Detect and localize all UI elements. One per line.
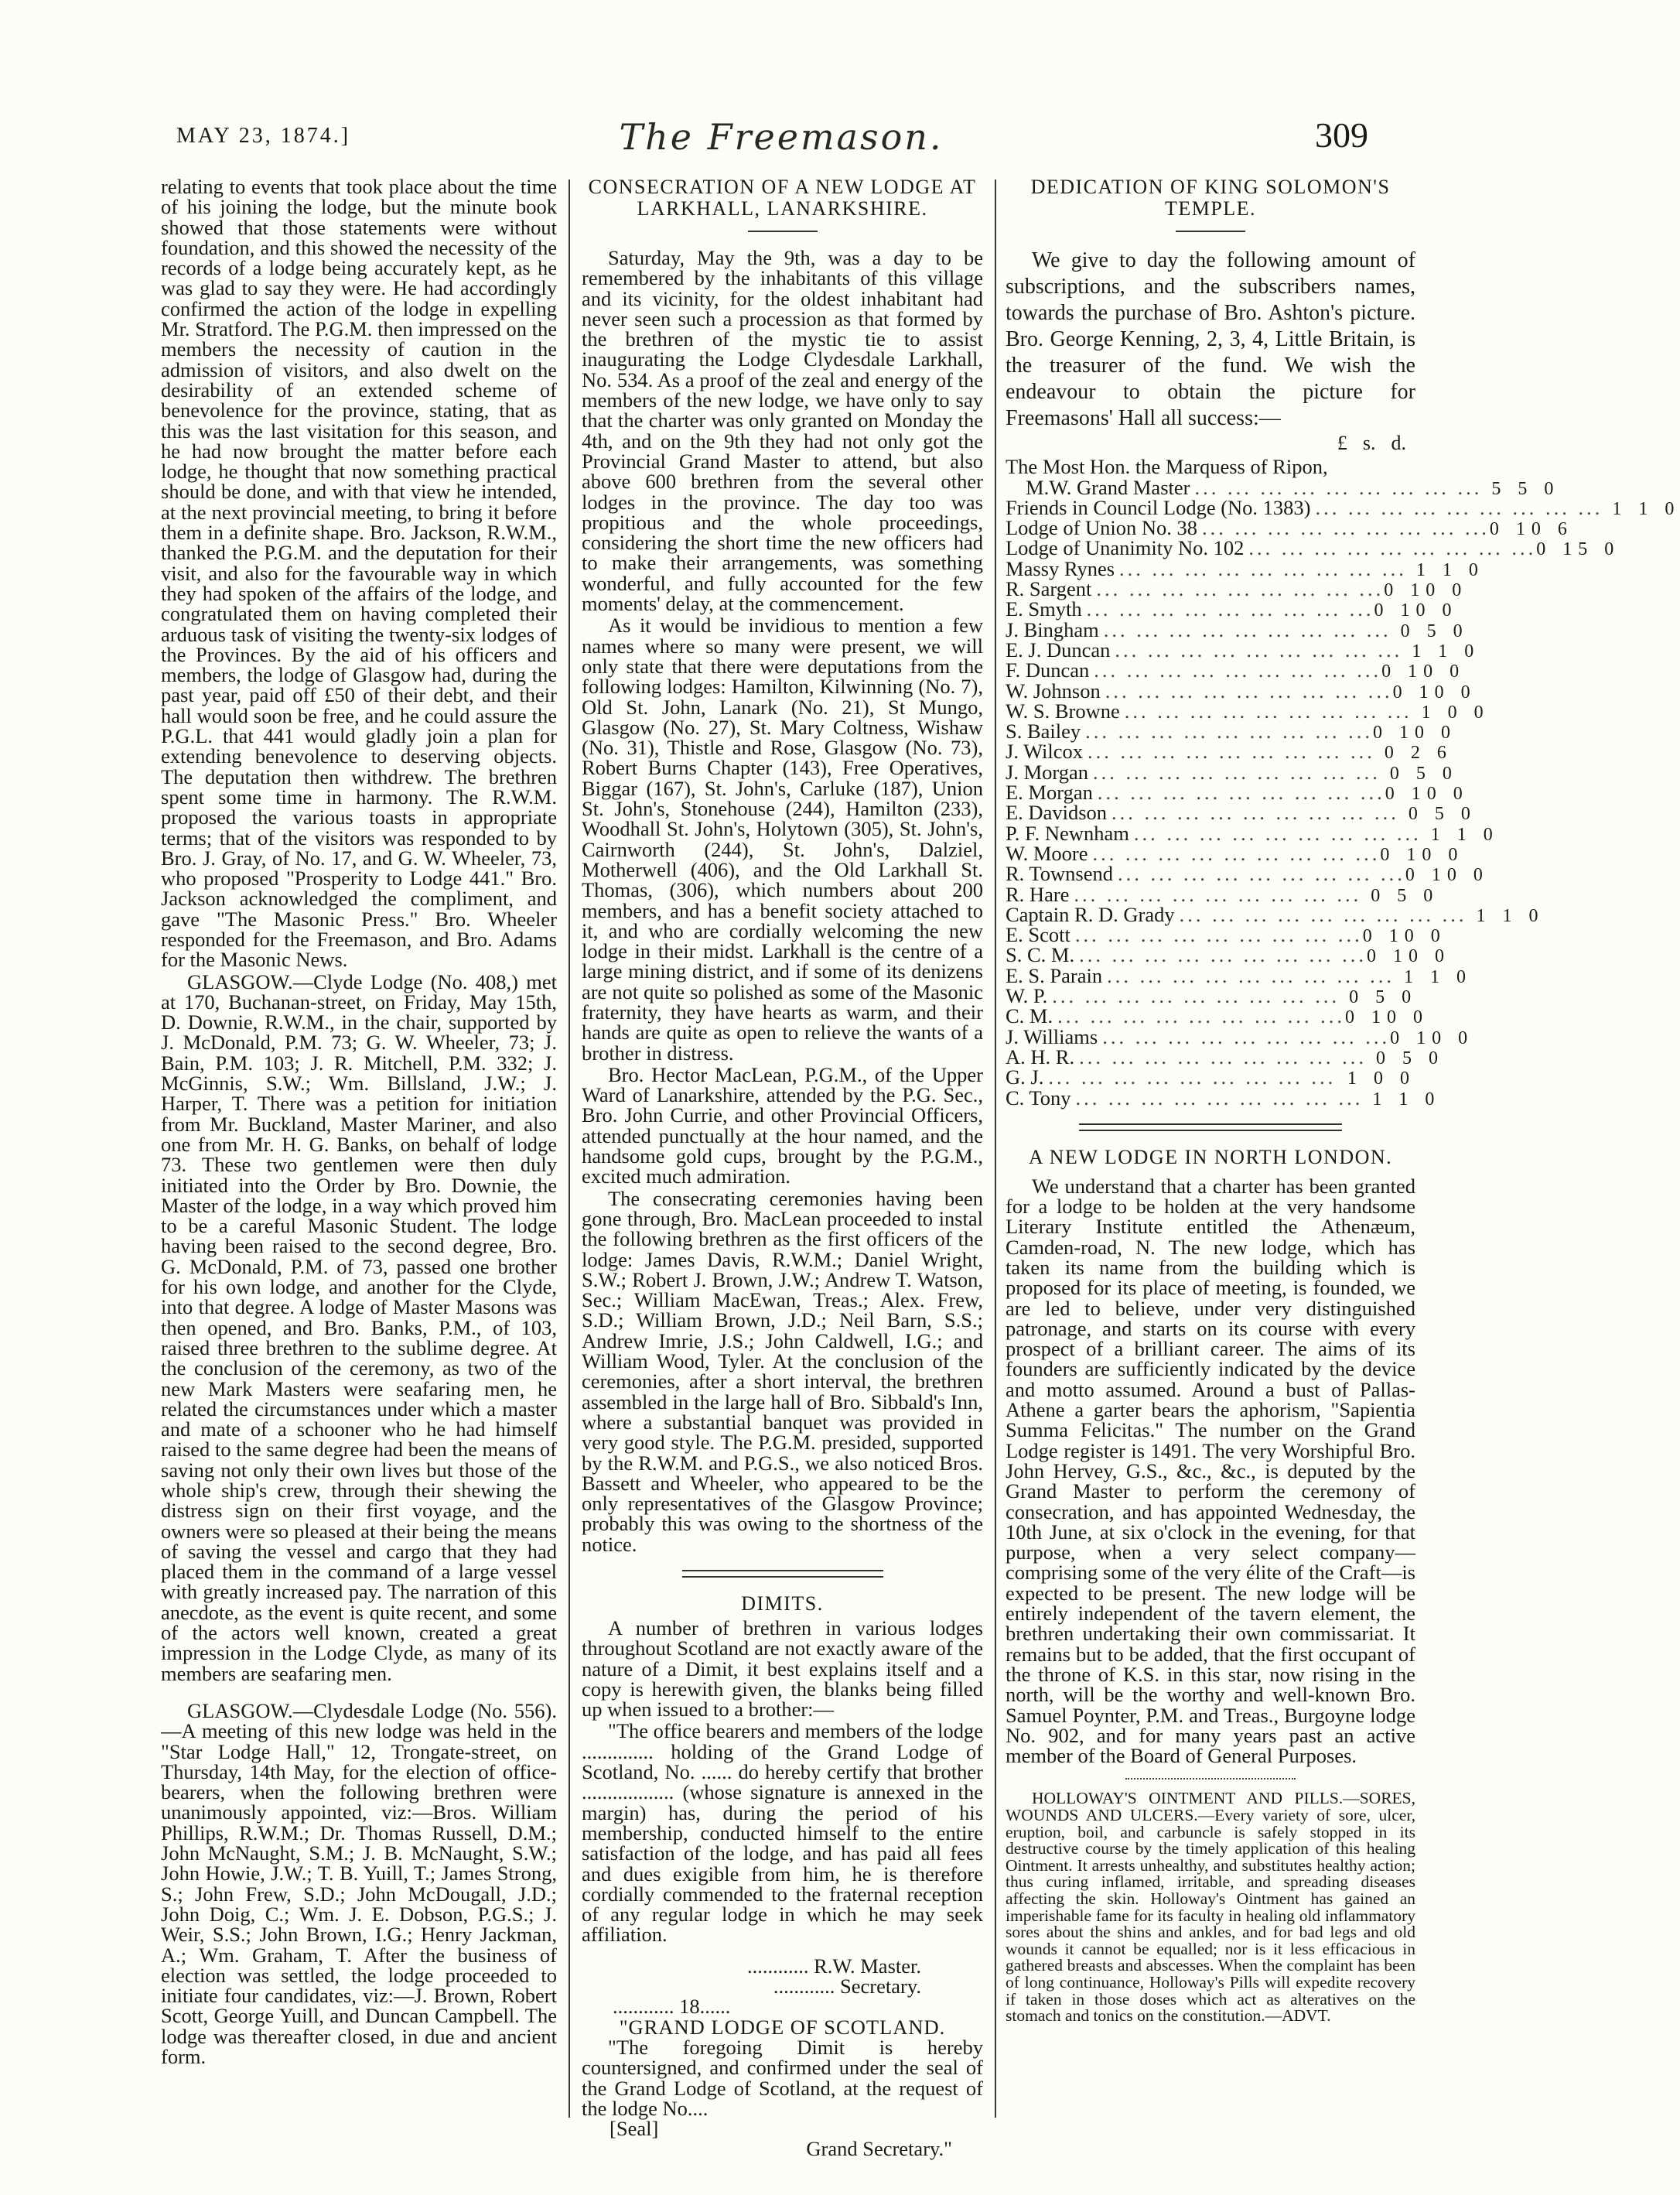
secretary-signature-line: ............ Secretary. [773,1974,921,1998]
article-heading: CONSECRATION OF A NEW LODGE AT LARKHALL, LANARKSHIRE. [588,176,977,220]
subscription-amount: 0 15 0 [1536,539,1620,560]
subscriber-name: R. Townsend [1006,862,1113,886]
subscriber-row [1006,882,1439,906]
leader-dots: ... ... ... ... ... ... ... ... ... [1094,658,1382,682]
subscriber-name: E. Morgan [1006,781,1093,805]
heading-rule [1176,231,1245,232]
subscriber-row [1006,1004,1429,1028]
subscriber-name: P. F. Newnham [1006,821,1129,845]
subscriber-name: Massy Rynes [1006,556,1115,580]
subscription-amount: 0 2 6 [1384,743,1453,764]
subscriber-name: M.W. Grand Master [1026,475,1190,499]
leader-dots: ... ... ... ... ... ... ... ... ... [1092,760,1381,784]
column-1 [161,176,557,2067]
subscription-amount: 1 1 0 [1430,824,1499,845]
subscriber-name: Friends in Council Lodge (No. 1383) [1006,495,1311,519]
subscriber-row [1006,760,1458,784]
leader-dots: ... ... ... ... ... ... ... ... ... [1102,1024,1391,1048]
subscription-amount: 0 10 0 [1381,662,1466,682]
subscription-amount: 0 5 0 [1375,1048,1444,1068]
subscriber-row [1006,1024,1474,1048]
section-double-rule [682,1570,883,1578]
subscriber-row [1006,781,1469,805]
subscriber-name: J. Wilcox [1006,740,1084,764]
column-3 [1006,176,1680,2026]
subscription-amount: 0 10 0 [1373,723,1457,744]
subscription-amount: 1 1 0 [1612,498,1680,519]
subscriber-row [1006,638,1480,662]
article-paragraph: The consecrating ceremonies having been gone through, Bro. MacLean proceeded to instal the following brethren as the first officers of the lodge: James Davis, R.W.M.; Daniel Wright, S.W.; Robert J. Brown, J.W.; Andrew T. Watson, Sec.; William MacEwan, Treas.; Alex. Frew, S.D.; William Brown, J.D.; Neil Barn, S.S.; Andrew Imrie, J.S.; John Caldwell, I.G.; and William Wood, Tyler. At the conclusion of the ceremonies, after a short interval, the brethren assembled in the large hall of Bro. Sibbald's Inn, where a substantial banquet was provided in very good style. The P.G.M. presided, supported by the R.W.M. and P.G.S., we also noticed Bros. Bassett and Wheeler, who appeared to be the only representatives of the Glasgow Province; probably this was owing to the shortness of the notice. [582,1186,983,1556]
masthead-title: The Freemason. [619,116,944,158]
subscription-amount: 0 10 0 [1392,682,1477,703]
subscription-amount: 0 10 0 [1345,1007,1429,1028]
subscriber-name: The Most Hon. the Marquess of Ripon, [1006,455,1328,479]
grand-secretary-line: Grand Secretary." [806,2137,952,2161]
subscriber-row [1006,658,1466,682]
leader-dots: ... ... ... ... ... ... ... ... ... [1075,1086,1364,1109]
article-paragraph: We understand that a charter has been granted for a lodge to be holden at the very handsome Literary Institute entitled the Athenæum, Camden-road, N. The new lodge, which has taken its name from the building which is proposed for its place of meeting, is founded, we are led to believe, under very distinguished patronage, and starts on its course with every prospect of a brilliant career. The aims of its founders are sufficiently indicated by the device and motto assumed. Around a bust of Pallas-Athene a garter bears the aphorism, "Sapientia Summa Felicitas." The number on the Grand Lodge register is 1491. The very Worshipful Bro. John Hervey, G.S., &c., &c., is deputed by the Grand Master to perform the ceremony of consecration, and has appointed Wednesday, the 10th June, at six o'clock in the evening, for that purpose, when a very select company—comprising some of the very élite of the Craft—is expected to be present. The new lodge will be entirely independent of the tavern element, the brethren undertaking their own commissariat. It remains but to be added, that the first occupant of the throne of K.S. in this star, now rising in the north, will be the worthy and well-known Bro. Samuel Poynter, P.M. and Treas., Burgoyne lodge No. 902, and for many years past an active member of the Board of General Purposes. [1006,1174,1415,1768]
leader-dots: ... ... ... ... ... ... ... ... ... [1105,679,1393,703]
subscriber-name: G. J. [1006,1065,1044,1089]
subscription-amount: 1 1 0 [1404,966,1472,987]
subscriber-row [1006,456,1415,477]
leader-dots: ... ... ... ... ... ... ... ... ... [1124,699,1412,723]
rwm-signature-line: ............ R.W. Master. [746,1954,921,1978]
leader-dots: ... ... ... ... ... ... ... ... ... [1085,720,1374,744]
leader-dots: ... ... ... ... ... ... ... ... ... [1074,882,1362,906]
subscriber-name: S. Bailey [1006,720,1081,744]
subscriber-row [1006,821,1499,845]
subscriber-row [1006,679,1477,703]
leader-dots: ... ... ... ... ... ... ... ... ... [1179,902,1467,926]
subscription-amount: 0 10 0 [1390,1027,1474,1048]
subscription-amount: 0 10 0 [1385,784,1469,805]
leader-dots: ... ... ... ... ... ... ... ... ... [1315,495,1603,519]
date-line: ............ 18...... [613,1995,731,2019]
subscription-amount: 0 5 0 [1371,885,1439,906]
subscriber-row [1006,699,1490,723]
leader-dots: ... ... ... ... ... ... ... ... ... [1103,617,1391,641]
leader-dots: ... ... ... ... ... ... ... ... ... [1096,577,1385,601]
leader-dots: ... ... ... ... ... ... ... ... ... [1119,556,1407,580]
article-paragraph: We give to day the following amount of subscriptions, and the subscribers names, towards the purchase of Bro. Ashton's picture. Bro. George Kenning, 2, 3, 4, Little Britain, is the treasurer of the fund. We wish the endeavour to obtain the picture for Freemasons' Hall all success:— [1006,248,1415,430]
dimits-heading: DIMITS. [741,1592,824,1615]
column-divider-1 [569,179,570,2118]
subscription-amount: 0 5 0 [1400,621,1469,641]
subscription-amount: 0 10 6 [1489,519,1573,540]
subscriber-name: R. Sargent [1006,577,1092,601]
subscriber-row [1006,841,1464,865]
leader-dots: ... ... ... ... ... ... ... ... ... [1052,984,1340,1008]
subscriber-name: W. Johnson [1006,679,1101,703]
leader-dots: ... ... ... ... ... ... ... ... ... [1079,1045,1367,1068]
subscription-amount: 5 5 0 [1491,478,1560,499]
article-paragraph: As it would be invidious to mention a few names where so many were present, we will only state that there were deputations from the following lodges: Hamilton, Kilwinning (No. 7), Old St. John, Lanark (No. 21), St Mungo, Glasgow (No. 27), St. Mary Coltness, Wishaw (No. 31), Thistle and Rose, Glasgow (No. 73), Robert Burns Chapter (143), Free Operatives, Biggar (167), St. John's, Carluke (187), Union St. John's, Stonehouse (244), Hamilton (233), Woodhall St. John's, Holytown (305), St. John's, Cairnworth (244), St. John's, Dalziel, Motherwell (406), and the Old Larkhall St. Thomas, (306), which numbers about 200 members, and has a benefit society attached to it, and who are cordially welcoming the new lodge in their midst. Larkhall is the centre of a large mining district, and if some of its denizens are not quite so polished as some of the Masonic fraternity, they have hearts as warm, and their hands are quite as open to relieve the wants of a brother in distress. [582,614,983,1065]
heading-rule [748,231,818,232]
subscriber-row [1006,475,1560,499]
pounds-label: £ [1337,432,1347,454]
subscriber-name: J. Williams [1006,1024,1098,1048]
subscription-amount: 1 1 0 [1412,641,1480,662]
subscriber-name: E. Scott [1006,923,1070,947]
subscriber-row [1006,597,1458,621]
subscriber-name: W. S. Browne [1006,699,1120,723]
subscriber-name: Lodge of Unanimity No. 102 [1006,536,1245,560]
article-heading: A NEW LODGE IN NORTH LONDON. [1028,1145,1393,1168]
subscriber-row [1006,1045,1444,1068]
subscription-amount: 1 1 0 [1372,1089,1441,1109]
subscriber-row [1006,1086,1441,1109]
subscriber-name: A. H. R. [1006,1045,1075,1068]
leader-dots: ... ... ... ... ... ... ... ... ... [1086,597,1374,621]
section-double-rule [1079,1123,1342,1131]
article-paragraph: "The foregoing Dimit is hereby countersigned, and confirmed under the seal of the Grand Lodge of Scotland, at the request of the lodge No.... [582,2035,983,2120]
subscription-amount: 1 0 0 [1347,1068,1415,1089]
subscriber-name: W. Moore [1006,841,1088,865]
page-number: 309 [1315,115,1368,155]
subscription-amount: 1 1 0 [1476,905,1545,926]
subscriber-name: C. M. [1006,1004,1053,1028]
column-2 [582,176,983,2159]
article-paragraph: GLASGOW.—Clydesdale Lodge (No. 556).—A meeting of this new lodge was held in the "Star Lodge Hall," 12, Trongate-street, on Thursday, 14th May, for the election of office-bearers, when the following brethren were unanimously appointed, viz:—Bros. William Phillips, R.W.M.; Dr. Thomas Russell, D.M.; John McNaught, S.M.; J. B. McNaught, S.W.; John Howie, J.W.; T. B. Yuill, T.; James Strong, S.; John Frew, S.D.; John McDougall, J.D.; John Doig, C.; Wm. J. E. Dobson, P.G.S.; J. Weir, S.S.; John Brown, I.G.; Henry Jackman, A.; Wm. Graham, T. After the business of election was settled, the lodge proceeded to initiate four candidates, viz:—J. Brown, Robert Scott, George Yuill, and Duncan Campbell. The lodge was thereafter closed, in due and ancient form. [161,1698,557,2069]
grand-lodge-label: "GRAND LODGE OF SCOTLAND. [619,2015,946,2039]
subscriber-row [1006,617,1469,641]
subscription-amount: 1 0 0 [1421,702,1490,723]
subscriber-row [1006,577,1468,601]
currency-header [1006,433,1415,453]
dotted-rule [1125,1778,1296,1780]
subscriber-row [1006,943,1450,967]
subscriber-name: Lodge of Union No. 38 [1006,516,1198,540]
leader-dots: ... ... ... ... ... ... ... ... ... [1074,923,1363,947]
article-paragraph: GLASGOW.—Clyde Lodge (No. 408,) met at 170, Buchanan-street, on Friday, May 15th, D. Downie, R.W.M., in the chair, supported by J. McDonald, P.M. 73; G. W. Wheeler, 73; J. Bain, P.M. 103; J. R. Mitchell, P.M. 332; J. McGinnis, S.W.; Wm. Billsland, J.W.; J. Harper, T. There was a petition for initiation from Mr. Buckland, Master Mariner, and also one from Mr. H. G. Banks, on behalf of lodge 73. These two gentlemen were then duly initiated into the Order by Bro. Downie, the Master of the lodge, in a way which proved him to be a careful Masonic Student. The lodge having been raised to the second degree, Bro. G. McDonald, P.M. of 73, passed one brother for his own lodge, and another for the Clyde, into that degree. A lodge of Master Masons was then opened, and Bro. Banks, P.M., of 103, raised three brethren to the sublime degree. At the conclusion of the ceremony, as two of the new Mark Masters were seafaring men, he related the circumstances under which a master and mate of a schooner who he had himself raised to the same degree had been the means of saving not only their own lives but those of the whole ship's crew, through their shewing the distress sign on their first voyage, and the owners were so pleased at their being the means of saving the vessel and cargo that they had placed them in the command of a large vessel with greatly increased pay. The narration of this anecdote, as the event is quite recent, and some of the actors well known, created a great impression in the Lodge Clyde, as many of its members are seafaring men. [161,969,557,1685]
subscriber-name: Captain R. D. Grady [1006,902,1175,926]
subscriber-name: J. Morgan [1006,760,1088,784]
leader-dots: ... ... ... ... ... ... ... ... ... [1133,821,1422,845]
subscriber-name: R. Hare [1006,882,1070,906]
article-paragraph: Saturday, May the 9th, was a day to be remembered by the inhabitants of this village and its vicinity, for the oldest inhabitant had never seen such a procession as that formed by the brethren of the mystic tie to assist inaugurating the Lodge Clydesdale Larkhall, No. 534. As a proof of the zeal and energy of the members of the new lodge, we have only to say that the charter was only granted on Monday the 4th, and on the 9th they had not only got the Provincial Grand Master to attend, but also above 600 brethren from the several other lodges in the province. The day too was propitious and the whole proceedings, considering the short time the new officers had to make their arrangements, was something wonderful, and fully accounted for the few moments' delay, at the commencement. [582,246,983,616]
subscriber-row [1006,902,1545,926]
subscription-amount: 0 10 0 [1362,926,1446,947]
subscriber-row [1006,495,1680,519]
holloway-advertisement: HOLLOWAY'S OINTMENT AND PILLS.—SORES, WOUNDS AND ULCERS.—Every variety of sore, ulcer, eruption, boil, and carbuncle is safely stopped in its destructive course by the timely application of this healing Ointment. It arrests unhealthy, and substitutes healthy action; thus curing inflamed, irritable, and spreading diseases affecting the skin. Holloway's Ointment has gained an imperishable fame for its faculty in healing old inflammatory sores about the shins and ankles, and for bad legs and old wounds it cannot be equalled; nor is it less efficacious in gathered breasts and abscesses. When the complaint has been of long continuance, Holloway's Pills will expedite recovery if taken in those doses which act as alteratives on the stomach and tonics on the constitution.—ADVT. [1006,1789,1415,2026]
subscriber-name: S. C. M. [1006,943,1075,967]
subscriber-row [1006,862,1489,886]
leader-dots: ... ... ... ... ... ... ... ... ... [1097,781,1385,805]
leader-dots: ... ... ... ... ... ... ... ... ... [1248,536,1537,560]
leader-dots: ... ... ... ... ... ... ... ... ... [1057,1004,1345,1028]
subscription-amount: 0 10 0 [1384,580,1468,601]
shillings-label: s. [1362,432,1376,454]
leader-dots: ... ... ... ... ... ... ... ... ... [1202,516,1490,540]
subscription-amount: 0 10 0 [1405,865,1489,886]
subscription-amount: 0 5 0 [1349,987,1418,1008]
column-divider-2 [995,179,996,2118]
subscription-list [1006,455,1680,1109]
subscription-amount: 0 10 0 [1366,946,1450,967]
issue-date: MAY 23, 1874.] [176,124,351,148]
leader-dots: ... ... ... ... ... ... ... ... ... [1118,862,1405,886]
leader-dots: ... ... ... ... ... ... ... ... ... [1079,943,1367,967]
leader-dots: ... ... ... ... ... ... ... ... ... [1194,475,1483,499]
leader-dots: ... ... ... ... ... ... ... ... ... [1111,801,1399,825]
subscription-amount: 1 1 0 [1415,559,1484,580]
leader-dots: ... ... ... ... ... ... ... ... ... [1092,841,1381,865]
leader-dots: ... ... ... ... ... ... ... ... ... [1048,1065,1337,1089]
subscriber-row [1006,556,1484,580]
leader-dots: ... ... ... ... ... ... ... ... ... [1107,963,1395,987]
subscription-amount: 0 5 0 [1408,804,1477,825]
subscriber-row [1006,536,1620,560]
subscriber-row [1006,923,1446,947]
subscriber-row [1006,720,1457,744]
subscription-amount: 0 10 0 [1380,844,1464,865]
subscriber-row [1006,516,1573,540]
subscriber-name: E. J. Duncan [1006,638,1111,662]
article-paragraph: Bro. Hector MacLean, P.G.M., of the Upper Ward of Lanarkshire, attended by the P.G. Sec., Bro. John Currie, and other Provincial Officers, attended punctually at the hour named, and the handsome gold cups, brought by the P.G.M., excited much admiration. [582,1062,983,1188]
article-paragraph: relating to events that took place about the time of his joining the lodge, but the minute book showed that those statements were without foundation, and this showed the necessity of the records of a lodge being accurately kept, as he was glad to say they were. He had accordingly confirmed the action of the lodge in expelling Mr. Stratford. The P.G.M. then impressed on the members the necessity of caution in the admission of visitors, and also dwelt on the desirability of an extended scheme of benevolence for the province, stating, that as this was the last visitation for this season, and he had now brought the matter before each lodge, he thought that now something practical should be done, and with that view he intended, at the next provincial meeting, to bring it before them in a definite shape. Bro. Jackson, R.W.M., thanked the P.G.M. and the deputation for their visit, and also for the favourable way in which they had spoken of the affairs of the lodge, and congratulated them on having completed their arduous task of visiting the twenty-six lodges of the Provinces. By the aid of his officers and members, the lodge of Glasgow had, during the past year, paid off £50 of their debt, and their hall would soon be free, and he could assure the P.G.L. that 441 would gladly join a plan for extending benevolence to deserving objects. The deputation then withdrew. The brethren spent some time in harmony. The R.W.M. proposed the various toasts in appropriate terms; that of the visitors was responded to by Bro. J. Gray, of No. 17, and G. W. Wheeler, 73, who proposed "Prosperity to Lodge 441." Bro. Jackson acknowledged the compliment, and gave "The Masonic Press." Bro. Wheeler responded for the Freemason, and Bro. Adams for the Masonic News. [161,175,557,972]
subscription-amount: 0 10 0 [1374,600,1458,621]
leader-dots: ... ... ... ... ... ... ... ... ... [1088,740,1375,764]
subscriber-row [1006,963,1472,987]
subscriber-name: J. Bingham [1006,617,1099,641]
article-heading: DEDICATION OF KING SOLOMON'S TEMPLE. [1030,176,1391,220]
pence-label: d. [1391,432,1406,454]
subscriber-name: E. S. Parain [1006,963,1103,987]
subscriber-name: E. Smyth [1006,597,1082,621]
subscriber-name: W. P. [1006,984,1048,1008]
article-paragraph: "The office bearers and members of the lodge .............. holding of the Grand Lodge of Scotland, No. ...... do hereby certify that brother .................. (whose signature is annexed in the margin) has, during the period of his membership, conducted himself to the entire satisfaction of the lodge, and has paid all fees and dues exigible from him, he is therefore cordially commended to the fraternal reception of any regular lodge in which he may seek affiliation. [582,1719,983,1947]
seal-label: [Seal] [610,2117,659,2141]
subscriber-row [1006,740,1453,764]
subscriber-row [1006,801,1477,825]
subscriber-name: C. Tony [1006,1086,1071,1109]
article-paragraph: A number of brethren in various lodges throughout Scotland are not exactly aware of the nature of a Dimit, it best explains itself and a copy is herewith given, the blanks being filled up when issued to a brother:— [582,1616,983,1721]
subscriber-name: F. Duncan [1006,658,1090,682]
leader-dots: ... ... ... ... ... ... ... ... ... [1115,638,1403,662]
subscriber-row [1006,1067,1415,1087]
subscriber-name: E. Davidson [1006,801,1108,825]
subscription-amount: 0 5 0 [1389,763,1458,784]
subscriber-row [1006,984,1418,1008]
